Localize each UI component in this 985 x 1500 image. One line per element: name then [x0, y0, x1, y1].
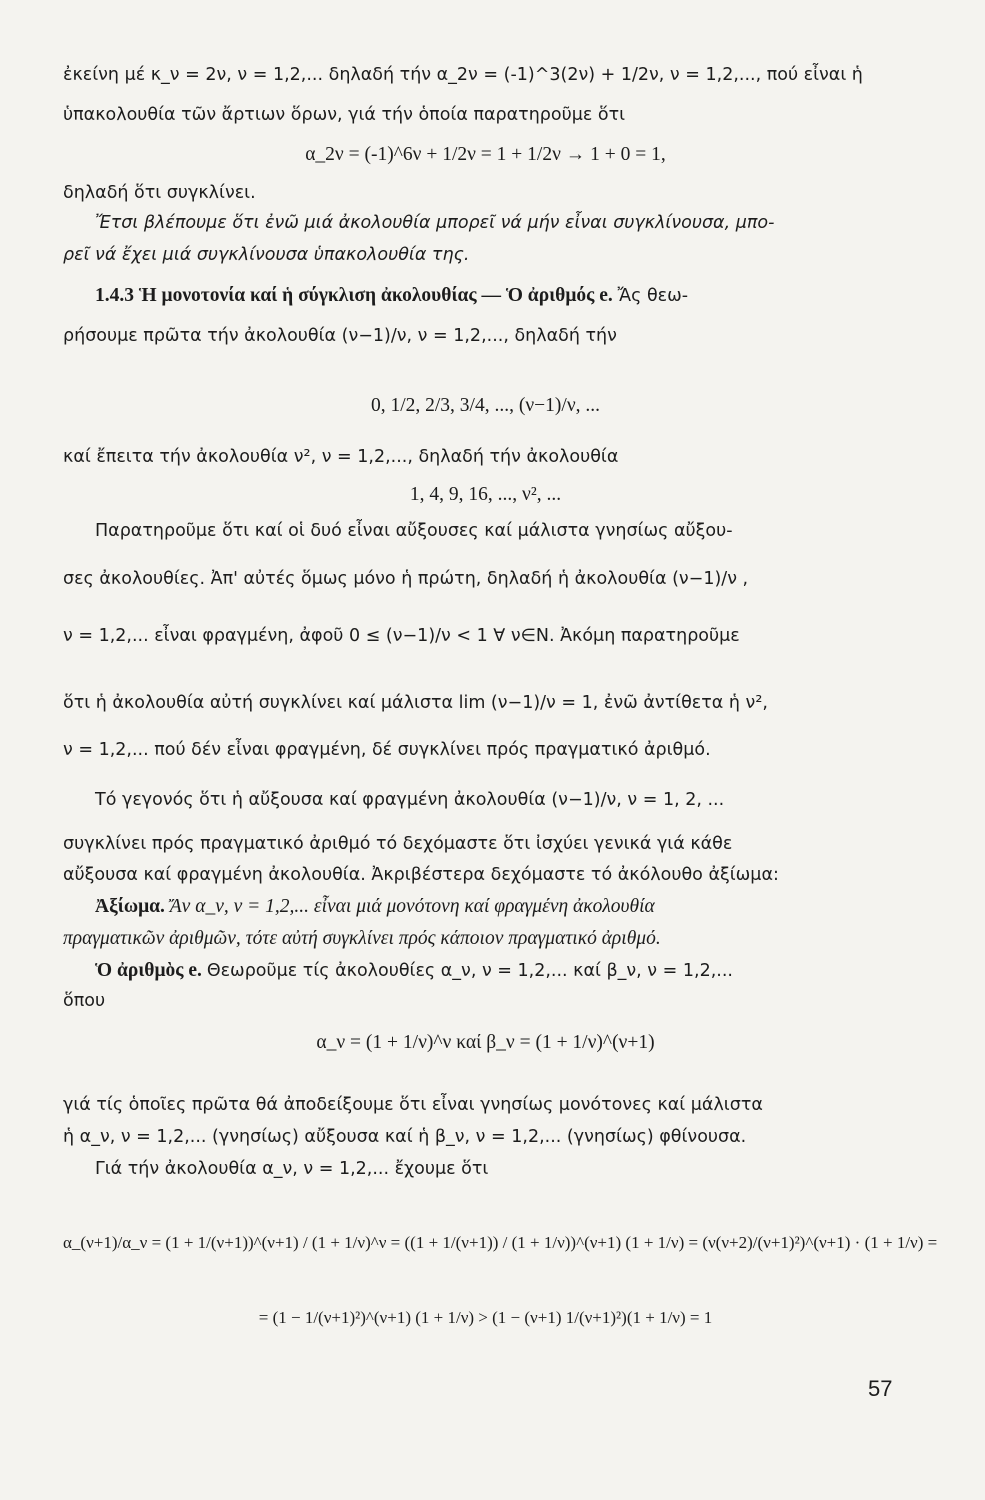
section-heading-line	[95, 283, 908, 309]
page-number: 57	[868, 1376, 893, 1401]
equation-alpha-beta-definitions: α_ν = (1 + 1/ν)^ν καί β_ν = (1 + 1/ν)^(ν+1)	[316, 1032, 655, 1053]
text-line-5: Ἔτσι βλέπουμε ὅτι ἐνῶ μιά ἀκολουθία μπορεῖ νά μήν εἶναι συγκλίνουσα, μπο-	[95, 213, 775, 233]
text-line-4: δηλαδή ὅτι συγκλίνει.	[63, 183, 256, 203]
text-line-18: συγκλίνει πρός πραγματικό ἀριθμό τό δεχόμαστε ὅτι ἰσχύει γενικά γιά κάθε	[63, 834, 733, 854]
equation-squares: 1, 4, 9, 16, ..., ν², ...	[409, 484, 562, 505]
text-line-16: ν = 1,2,... πού δέν εἶναι φραγμένη, δέ συγκλίνει πρός πραγματικό ἀριθμό.	[63, 740, 711, 760]
text-line-25: γιά τίς ὁποῖες πρῶτα θά ἀποδείξουμε ὅτι εἶναι γνησίως μονότονες καί μάλιστα	[63, 1095, 763, 1115]
equation-sequence-terms: 0, 1/2, 2/3, 3/4, ..., (ν−1)/ν, ...	[370, 395, 601, 416]
text-line-1: ἐκείνη μέ κ_ν = 2ν, ν = 1,2,... δηλαδή τήν α_2ν = (-1)^3(2ν) + 1/2ν, ν = 1,2,..., πού εἶναι ἡ	[63, 65, 863, 85]
text-line-2: ὑπακολουθία τῶν ἄρτιων ὅρων, γιά τήν ὁποία παρατηροῦμε ὅτι	[63, 105, 626, 125]
text-line-6: ρεῖ νά ἔχει μιά συγκλίνουσα ὑπακολουθία της.	[63, 245, 470, 265]
number-e-line	[95, 958, 908, 984]
text-line-26: ἡ α_ν, ν = 1,2,... (γνησίως) αὔξουσα καί ἡ β_ν, ν = 1,2,... (γνησίως) φθίνουσα.	[63, 1127, 747, 1147]
text-line-17: Τό γεγονός ὅτι ἡ αὔξουσα καί φραγμένη ἀκολουθία (ν−1)/ν, ν = 1, 2, ...	[95, 790, 725, 810]
text-line-23: ὅπου	[63, 991, 106, 1011]
text-line-8: ρήσουμε πρῶτα τήν ἀκολουθία (ν−1)/ν, ν = 1,2,..., δηλαδή τήν	[63, 326, 617, 346]
text-line-14: ν = 1,2,... εἶναι φραγμένη, ἀφοῦ 0 ≤ (ν−1)/ν < 1 ∀ ν∈N. Ἀκόμη παρατηροῦμε	[63, 626, 740, 646]
text-line-27: Γιά τήν ἀκολουθία α_ν, ν = 1,2,... ἔχουμε ὅτι	[95, 1159, 489, 1179]
equation-ratio: α_(ν+1)/α_ν = (1 + 1/(ν+1))^(ν+1) / (1 + 1/ν)^ν = ((1 + 1/(ν+1)) / (1 + 1/ν))^(ν+1) (1 + 1/ν) = (ν(ν+2)/(ν+1)²)^(ν+1) · (1 + 1/ν) =	[63, 1233, 938, 1252]
axiom-text-continued: πραγματικῶν ἀριθμῶν, τότε αὐτή συγκλίνει πρός κάποιον πραγματικό ἀριθμό.	[63, 928, 661, 949]
axiom-text: Ἄν α_ν, ν = 1,2,... εἶναι μιά μονότονη καί φραγμένη ἀκολουθία	[169, 896, 655, 917]
axiom-heading: Ἀξίωμα.	[95, 896, 165, 917]
text-line-15: ὅτι ἡ ἀκολουθία αὐτή συγκλίνει καί μάλιστα lim (ν−1)/ν = 1, ἐνῶ ἀντίθετα ἡ ν²,	[63, 693, 768, 713]
axiom-line	[95, 894, 908, 920]
text-line-10: καί ἔπειτα τήν ἀκολουθία ν², ν = 1,2,..., δηλαδή τήν ἀκολουθία	[63, 447, 619, 467]
text-line-12: Παρατηροῦμε ὅτι καί οἱ δυό εἶναι αὔξουσες καί μάλιστα γνησίως αὔξου-	[95, 521, 733, 541]
text-line-13: σες ἀκολουθίες. Ἀπ' αὐτές ὅμως μόνο ἡ πρώτη, δηλαδή ἡ ἀκολουθία (ν−1)/ν ,	[63, 569, 749, 589]
equation-subsequence-limit: α_2ν = (-1)^6ν + 1/2ν = 1 + 1/2ν → 1 + 0 = 1,	[305, 144, 666, 165]
text-line-19: αὔξουσα καί φραγμένη ἀκολουθία. Ἀκριβέστερα δεχόμαστε τό ἀκόλουθο ἀξίωμα:	[63, 865, 779, 885]
number-e-text: Θεωροῦμε τίς ἀκολουθίες α_ν, ν = 1,2,... καί β_ν, ν = 1,2,...	[206, 961, 733, 981]
equation-inequality: = (1 − 1/(ν+1)²)^(ν+1) (1 + 1/ν) > (1 − (ν+1) 1/(ν+1)²)(1 + 1/ν) = 1	[258, 1308, 713, 1327]
number-e-heading: Ὁ ἀριθμὸς e.	[95, 960, 202, 981]
section-heading: 1.4.3 Ἡ μονοτονία καί ἡ σύγκλιση ἀκολουθίας — Ὁ ἀριθμός e.	[95, 285, 613, 306]
section-heading-continuation: Ἄς θεω-	[617, 286, 689, 306]
